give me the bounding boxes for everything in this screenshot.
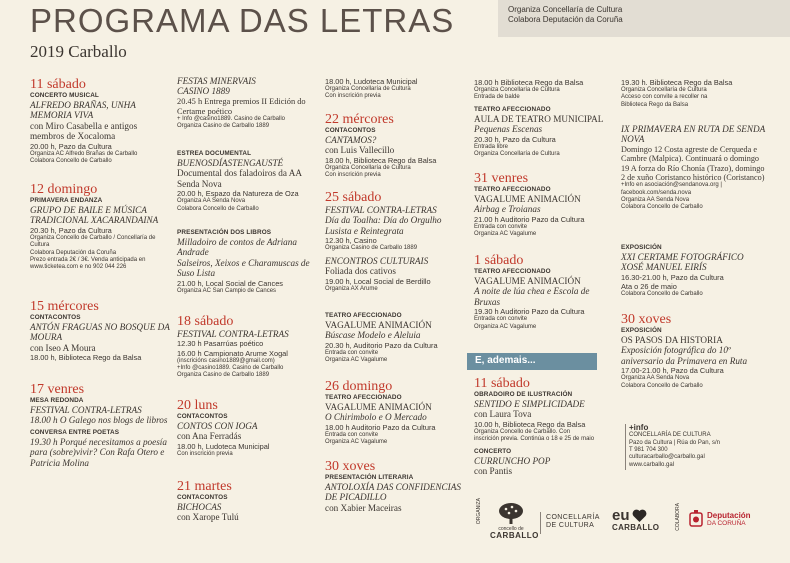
- event-title: FESTIVAL CONTRA-LETRAS: [177, 329, 289, 339]
- event-day: 25 sábado: [325, 190, 382, 205]
- event-place: 18.00 h, Ludoteca Municipal: [325, 77, 418, 86]
- event-org: Biblioteca Rego da Balsa: [621, 101, 689, 108]
- eu-carballo-word: CARBALLO: [612, 523, 660, 532]
- event-category: EXPOSICIÓN: [621, 327, 662, 334]
- event-org: Organiza Concellaría de Cultura: [325, 86, 411, 93]
- event-org: Colabora Concello de Carballo: [621, 291, 703, 298]
- column-1: [30, 0, 170, 563]
- event-info: +Info @casino1889. Casino de Carballo: [177, 364, 284, 371]
- event-org: Organiza Casino de Carballo 1889: [177, 123, 270, 130]
- event-aula-teatro: [474, 106, 610, 159]
- event-may-25: [325, 191, 465, 293]
- event-org: Organiza AC Vagalume: [325, 439, 388, 446]
- event-session: 20.45 h Entrega premios II Edición do Certame poético: [177, 96, 306, 116]
- event-category: PRESENTACIÓN DOS LIBROS: [177, 229, 272, 236]
- event-subtitle: Día da Toalha: Día do Orgulho Lusista e Reintegrata: [325, 215, 442, 236]
- event-price: Prezo entrada 2€ / 3€. Venda anticipada en www.ticketea.com e no 902 044 226: [30, 256, 146, 271]
- event-org: Colabora Deputación da Coruña: [30, 249, 117, 256]
- event-title: FESTIVAL CONTRA-LETRAS: [30, 405, 142, 415]
- event-day: 12 domingo: [30, 182, 98, 197]
- event-day: 21 martes: [177, 479, 232, 494]
- event-june-1: [474, 254, 610, 331]
- event-subtitle: Búscase Modelo e Aleluia: [325, 330, 421, 341]
- column-4: [474, 0, 610, 563]
- collaborator-line: Colabora Deputación da Coruña: [508, 15, 623, 24]
- event-place: 20.30 h, Pazo da Cultura: [474, 134, 556, 144]
- event-org: Organiza Concellaría de Cultura: [325, 165, 411, 171]
- event-org: Organiza Concello de Carballo. Con: [474, 429, 571, 435]
- event-info: + Info @casino1889. Casino de Carballo: [177, 116, 285, 123]
- logo-divider: [540, 512, 541, 534]
- info-line: CONCELLARÍA DE CULTURA: [629, 432, 711, 439]
- event-title: Milladoiro de contos de Adriana Andrade: [177, 237, 297, 258]
- eu-word: eu: [612, 507, 630, 524]
- coat-of-arms-icon: [689, 510, 703, 530]
- event-info: (inscricións casino1889@gmail.com): [177, 357, 275, 364]
- event-day: 31 venres: [474, 171, 529, 186]
- event-festas-minervais: [177, 76, 315, 131]
- page-title: PROGRAMA DAS LETRAS: [30, 2, 455, 39]
- event-desc: Foliada dos cativos: [325, 266, 396, 277]
- event-title: SENTIDO E SIMPLICIDADE: [474, 399, 585, 409]
- event-with: con Xarope Tulú: [177, 512, 239, 523]
- event-org: Organiza AA Senda Nova: [621, 196, 690, 203]
- event-category: CONCERTO: [474, 447, 512, 455]
- event-may-17: [30, 383, 170, 468]
- event-with: con Pantis: [474, 466, 513, 477]
- info-line: Pazo da Cultura | Rúa do Pan, s/n: [629, 439, 720, 446]
- event-session: 18.00 h O Galego nos blogs de libros: [30, 415, 168, 426]
- column-2: [177, 0, 315, 563]
- event-subtitle: O Chirimbolo e O Mercado: [325, 412, 427, 423]
- event-org: Entrada libre: [474, 144, 509, 150]
- event-primavera-ruta: [621, 124, 766, 212]
- tree-icon: [498, 502, 524, 524]
- event-vagalume: [325, 312, 465, 365]
- concellaria-logo: [546, 514, 600, 529]
- event-org: Entrada con convite: [325, 432, 379, 438]
- event-org: Organiza Concellaría de Cultura: [474, 87, 560, 94]
- event-category: TEATRO AFECCIONADO: [325, 312, 402, 319]
- event-desc: Domingo 12 Costa agreste de Cerqueda e Cambre (Malpica). Continuará o domingo 19 A forza do Río Chonía (Trazo), domingo 2 de xuño Coristanco histórico (Coristanco): [621, 144, 765, 182]
- event-place: 19.30 h Auditorio Pazo da Cultura: [474, 307, 585, 317]
- event-place: 18.00 h Auditorio Pazo da Cultura: [325, 422, 436, 432]
- event-may-15: [30, 300, 170, 362]
- event-org: Entrada de balde: [474, 94, 520, 101]
- event-category: CONCERTO MUSICAL: [30, 92, 99, 99]
- event-may-21: [177, 480, 315, 523]
- event-place: 12.30 h, Casino: [325, 236, 377, 246]
- event-may-22: [325, 113, 465, 180]
- info-phone: T 981 704 300: [629, 447, 668, 454]
- event-org: Colabora Concello de Carballo: [30, 158, 112, 165]
- concello-carballo-logo: [490, 502, 539, 541]
- event-may-11: [30, 78, 170, 166]
- event-category: CONVERSA ENTRE POETAS: [30, 428, 120, 436]
- event-place: 18.00 h, Ludoteca Municipal: [177, 441, 270, 451]
- event-title: ANTÓN FRAGUAS NO BOSQUE DA MOURA: [30, 322, 170, 343]
- event-title: GRUPO DE BAILE E MÚSICA TRADICIONAL XACARANDAINA: [30, 205, 159, 226]
- event-place: 19.00 h, Local Social de Berdillo: [325, 276, 431, 286]
- event-day: 18 sábado: [177, 314, 234, 329]
- event-day: 1 sábado: [474, 253, 524, 268]
- event-place: 21.00 h Auditorio Pazo da Cultura: [474, 214, 585, 224]
- event-continuation: [621, 78, 766, 109]
- event-with: con Miro Casabella e antigos membros de Xocaloma: [30, 120, 138, 142]
- event-org: Colabora Concello de Carballo: [177, 205, 259, 212]
- event-may-31: [474, 172, 610, 239]
- event-with: con Luis Vallecillo: [325, 145, 395, 156]
- event-title: ENCONTROS CULTURAIS: [325, 255, 429, 266]
- event-day: 30 xoves: [621, 312, 672, 327]
- event-desc: Documental dos faladoiros da AA Senda Nova: [177, 168, 302, 189]
- event-title: VAGALUME ANIMACIÓN: [474, 276, 581, 286]
- event-category: ESTREA DOCUMENTAL: [177, 150, 252, 157]
- event-title: CANTAMOS?: [325, 135, 377, 145]
- event-org: inscrición previa. Continúa o 18 e 25 de maio: [474, 436, 595, 443]
- extras-banner: E, ademais...: [467, 353, 597, 370]
- eu-carballo-logo: [612, 508, 659, 532]
- event-title: CONTOS CON IOGA: [177, 421, 258, 431]
- event-org: Colabora Concello de Carballo: [621, 382, 703, 389]
- event-day: 20 luns: [177, 398, 218, 413]
- event-title: OS PASOS DA HISTORIA: [621, 335, 723, 345]
- event-may-30: [325, 460, 465, 513]
- event-continuation: [325, 77, 465, 101]
- event-category: PRIMAVERA ENDANZA: [30, 197, 103, 204]
- event-org: Organiza AC Alfredo Brañas de Carballo: [30, 150, 138, 157]
- event-title: ALFREDO BRAÑAS, UNHA MEMORIA VIVA: [30, 100, 136, 121]
- heart-icon: [632, 509, 647, 522]
- event-org: Entrada con convite: [474, 224, 528, 230]
- event-org: Organiza AA Senda Nova: [621, 375, 690, 382]
- event-session: 12.30 h Pasarrúas poético: [177, 339, 264, 349]
- event-session: 19.30 h Porqué necesitamos a poesía para (sobre)vivir? Con Rafa Otero e Patricia Molina: [30, 436, 167, 468]
- event-org: Organiza Casino de Carballo 1889: [325, 245, 418, 252]
- deputacion-word: Deputación: [707, 511, 751, 521]
- column-5: [621, 0, 766, 563]
- event-title: FESTIVAL CONTRA-LETRAS: [325, 205, 437, 215]
- event-with: con Laura Tova: [474, 409, 532, 420]
- event-place: 20.00 h, Espazo da Natureza de Oza: [177, 189, 299, 199]
- event-title: CASINO 1889: [177, 86, 230, 97]
- event-category: CONTACONTOS: [325, 127, 376, 134]
- concellaria-line: DE CULTURA: [546, 521, 595, 529]
- concellaria-line: CONCELLARÍA: [546, 514, 600, 521]
- event-may-18: [177, 315, 315, 379]
- info-email[interactable]: culturacarballo@carballo.gal: [629, 454, 705, 461]
- event-day: 17 venres: [30, 382, 85, 397]
- event-book-presentation: [177, 229, 315, 295]
- event-org: Colabora Concello de Carballo: [621, 204, 703, 211]
- event-org: Entrada con convite: [474, 316, 528, 323]
- event-category: CONTACONTOS: [177, 494, 228, 501]
- event-title: CURRUNCHO POP: [474, 455, 551, 466]
- concello-small: concello de: [498, 526, 524, 533]
- event-place: 20.30 h, Auditorio Pazo da Cultura: [325, 340, 438, 350]
- event-org: Con inscrición previa: [177, 451, 233, 457]
- page-subtitle: 2019 Carballo: [30, 42, 127, 61]
- event-org: Organiza AA Senda Nova: [177, 198, 246, 205]
- event-day: 15 mércores: [30, 299, 99, 314]
- event-org: Organiza Casino de Carballo 1889: [177, 372, 270, 379]
- event-with: con Iseo A Moura: [30, 342, 96, 353]
- event-org: Organiza AC San Campio de Cances: [177, 287, 277, 294]
- info-website[interactable]: www.carballo.gal: [629, 461, 675, 468]
- event-place: 21.00 h, Local Social de Cances: [177, 278, 284, 288]
- event-org: Organiza Concellaría de Cultura: [474, 151, 560, 158]
- event-subtitle: Airbag e Troianas: [474, 204, 541, 215]
- event-day: 11 sábado: [474, 376, 530, 391]
- column-3: [325, 0, 465, 563]
- organizer-line: Organiza Concellaría de Cultura: [508, 5, 623, 14]
- event-day: 26 domingo: [325, 379, 393, 394]
- event-title: Salseiros, Xeixos e Charamuscas de Suso Lista: [177, 257, 310, 279]
- event-subtitle: A noite de lúa chea e Escola de Bruxas: [474, 286, 590, 307]
- event-title: XXI CERTAME FOTOGRÁFICO XOSÉ MANUEL EIRÍS: [621, 252, 744, 273]
- organiza-label: ORGANIZA: [476, 498, 482, 525]
- event-category: CONTACONTOS: [177, 413, 228, 420]
- event-org: Organiza AX Arume: [325, 285, 378, 292]
- event-may-20: [177, 399, 315, 458]
- event-place: 20.30 h, Pazo da Cultura: [30, 225, 112, 235]
- event-title: FESTAS MINERVAIS: [177, 76, 256, 86]
- colabora-label: COLABORA: [675, 503, 681, 531]
- event-subtitle: Exposición fotográfica do 10º aniversario da Primavera en Ruta: [621, 345, 748, 366]
- event-session: 16.00 h Campionato Arume Xogal: [177, 348, 288, 358]
- event-title: BICHOCAS: [177, 502, 222, 512]
- event-photo-contest: [621, 244, 766, 298]
- event-org: Organiza AC Vagalume: [474, 231, 537, 238]
- event-org: Entrada con convite: [325, 350, 379, 356]
- event-title: IX PRIMAVERA EN RUTA DE SENDA NOVA: [621, 124, 766, 145]
- event-org: Organiza AC Vagalume: [325, 357, 388, 364]
- event-title: AULA DE TEATRO MUNICIPAL: [474, 114, 604, 124]
- event-place: 18.00 h Biblioteca Rego da Balsa: [474, 78, 584, 87]
- carballo-word: CARBALLO: [490, 531, 539, 541]
- event-with: con Ana Ferradás: [177, 431, 242, 442]
- info-heading: +info: [629, 423, 649, 432]
- event-extra-may-11: [474, 377, 610, 477]
- event-with: con Xabier Maceiras: [325, 502, 402, 513]
- event-org: Acceso con convite a recoller na: [621, 94, 708, 101]
- event-org: Organiza AC Vagalume: [474, 323, 537, 330]
- event-title: VAGALUME ANIMACIÓN: [474, 194, 581, 204]
- event-category: OBRADOIRO DE ILUSTRACIÓN: [474, 391, 573, 398]
- event-org: Con inscrición previa: [325, 172, 381, 179]
- event-org: Organiza Concello de Carballo / Concellaría de Cultura: [30, 235, 156, 249]
- event-place: 19.30 h. Biblioteca Rego da Balsa: [621, 78, 733, 87]
- event-may-26: [325, 380, 465, 447]
- info-divider: [625, 424, 626, 470]
- event-day: 22 mércores: [325, 112, 394, 127]
- event-title: ANTOLOXÍA DAS CONFIDENCIAS DE PICADILLO: [325, 482, 461, 503]
- event-org: Con inscrición previa: [325, 93, 381, 100]
- event-dates: Ata o 26 de maio: [621, 282, 677, 291]
- event-info: facebook.com/senda.nova: [621, 189, 692, 196]
- event-info: +Info en asociación@sendanova.org |: [621, 182, 722, 189]
- event-title: VAGALUME ANIMACIÓN: [325, 402, 432, 412]
- event-may-12: [30, 183, 170, 272]
- event-day: 30 xoves: [325, 459, 376, 474]
- event-category: PRESENTACIÓN LITERARIA: [325, 474, 414, 481]
- event-category: EXPOSICIÓN: [621, 244, 662, 251]
- event-category: TEATRO AFECCIONADO: [474, 268, 551, 275]
- event-place: 10.00 h, Biblioteca Rego da Balsa: [474, 419, 586, 429]
- event-title: VAGALUME ANIMACIÓN: [325, 320, 432, 330]
- event-day: 11 sábado: [30, 77, 86, 92]
- event-may-30-exhibition: [621, 313, 766, 390]
- deputacion-logo: [689, 510, 751, 530]
- event-place: 16.30-21.00 h, Pazo da Cultura: [621, 272, 724, 282]
- event-category: TEATRO AFECCIONADO: [474, 106, 551, 113]
- info-block: [629, 423, 749, 469]
- event-category: TEATRO AFECCIONADO: [474, 186, 551, 193]
- event-subtitle: Pequenas Escenas: [474, 124, 543, 135]
- event-continuation: [474, 78, 610, 102]
- event-title: BUENOSDÍASTENGAUSTÉ: [177, 158, 284, 168]
- event-category: MESA REDONDA: [30, 397, 84, 404]
- event-place: 18.00 h, Biblioteca Rego da Balsa: [325, 155, 437, 165]
- event-category: TEATRO AFECCIONADO: [325, 394, 402, 401]
- deputacion-sub: DA CORUÑA: [707, 520, 746, 528]
- event-place: 17.00-21.00 h, Pazo da Cultura: [621, 366, 724, 376]
- event-category: CONTACONTOS: [30, 314, 81, 321]
- event-org: Organiza Concellaría de Cultura: [621, 87, 707, 94]
- event-documentary: [177, 150, 315, 213]
- event-place: 20.00 h, Pazo da Cultura: [30, 141, 112, 151]
- event-place: 18.00 h, Biblioteca Rego da Balsa: [30, 353, 142, 363]
